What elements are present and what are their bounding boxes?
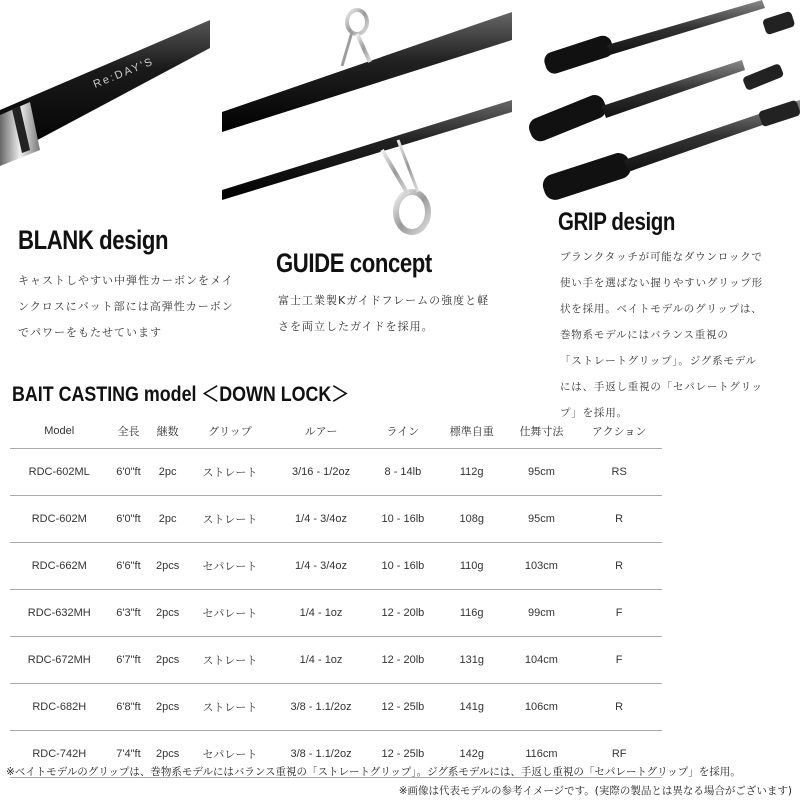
blank-heading: BLANK design bbox=[18, 225, 169, 255]
header-lure: ルアー bbox=[273, 414, 369, 449]
blank-label: Re:DAY'S bbox=[91, 55, 156, 91]
table-header-row bbox=[10, 414, 662, 449]
blank-description: キャストしやすい中弾性カーボンをメイ ンクロスにバット部には高弾性カーボン でパワーをもたせています bbox=[18, 274, 234, 339]
blank-photo bbox=[0, 0, 210, 210]
table-row: RDC-632MH 6'3"ft 2pcs セパレート 1/4 - 1oz 12 - 20lb 116g 99cm F bbox=[10, 590, 662, 637]
header-closed-length: 仕舞寸法 bbox=[507, 414, 577, 449]
footnote-image: ※画像は代表モデルの参考イメージです。(実際の製品とは異なる場合がございます) bbox=[398, 785, 792, 797]
table-row: RDC-672MH 6'7"ft 2pcs ストレート 1/4 - 1oz 12 - 20lb 131g 104cm F bbox=[10, 637, 662, 684]
footnote-grip: ※ベイトモデルのグリップは、巻物系モデルにはバランス重視の「ストレートグリップ」。ジグ系モデルには、手返し重視の「セパレートグリップ」を採用。 bbox=[6, 766, 741, 778]
table-row: RDC-742H 7'4"ft 2pcs セパレート 3/8 - 1.1/2oz 12 - 25lb 142g 116cm RF bbox=[10, 731, 662, 778]
header-grip: グリップ bbox=[187, 414, 273, 449]
header-pieces: 継数 bbox=[148, 414, 186, 449]
header-line: ライン bbox=[369, 414, 437, 449]
guide-description: 富士工業製Kガイドフレームの強度と軽 さを両立したガイドを採用。 bbox=[278, 294, 490, 333]
table-row: RDC-662M 6'6"ft 2pcs セパレート 1/4 - 3/4oz 10 - 16lb 110g 103cm R bbox=[10, 543, 662, 590]
guide-photo bbox=[222, 0, 512, 240]
header-model: Model bbox=[10, 414, 109, 449]
spec-table bbox=[10, 414, 662, 778]
grip-description: ブランクタッチが可能なダウンロックで 使い手を選ばない握りやすいグリップ形 状を採用。ベイトモデルのグリップは、 巻物系モデルにはバランス重視の 「ストレートグリップ」。ジグ系モデル には、手返し重視の「セパレートグリッ プ」を採用。 bbox=[560, 251, 763, 419]
header-weight: 標準自重 bbox=[437, 414, 507, 449]
guide-heading: GUIDE concept bbox=[276, 248, 432, 278]
grip-photo bbox=[512, 0, 800, 210]
table-title: BAIT CASTING model ＜DOWN LOCK＞ bbox=[12, 383, 350, 406]
table-row: RDC-602M 6'0"ft 2pc ストレート 1/4 - 3/4oz 10 - 16lb 108g 95cm R bbox=[10, 496, 662, 543]
grip-heading: GRIP design bbox=[558, 208, 676, 236]
table-row: RDC-602ML 6'0"ft 2pc ストレート 3/16 - 1/2oz 8 - 14lb 112g 95cm RS bbox=[10, 449, 662, 496]
header-length: 全長 bbox=[109, 414, 149, 449]
table-row: RDC-682H 6'8"ft 2pcs ストレート 3/8 - 1.1/2oz 12 - 25lb 141g 106cm R bbox=[10, 684, 662, 731]
header-action: アクション bbox=[576, 414, 662, 449]
